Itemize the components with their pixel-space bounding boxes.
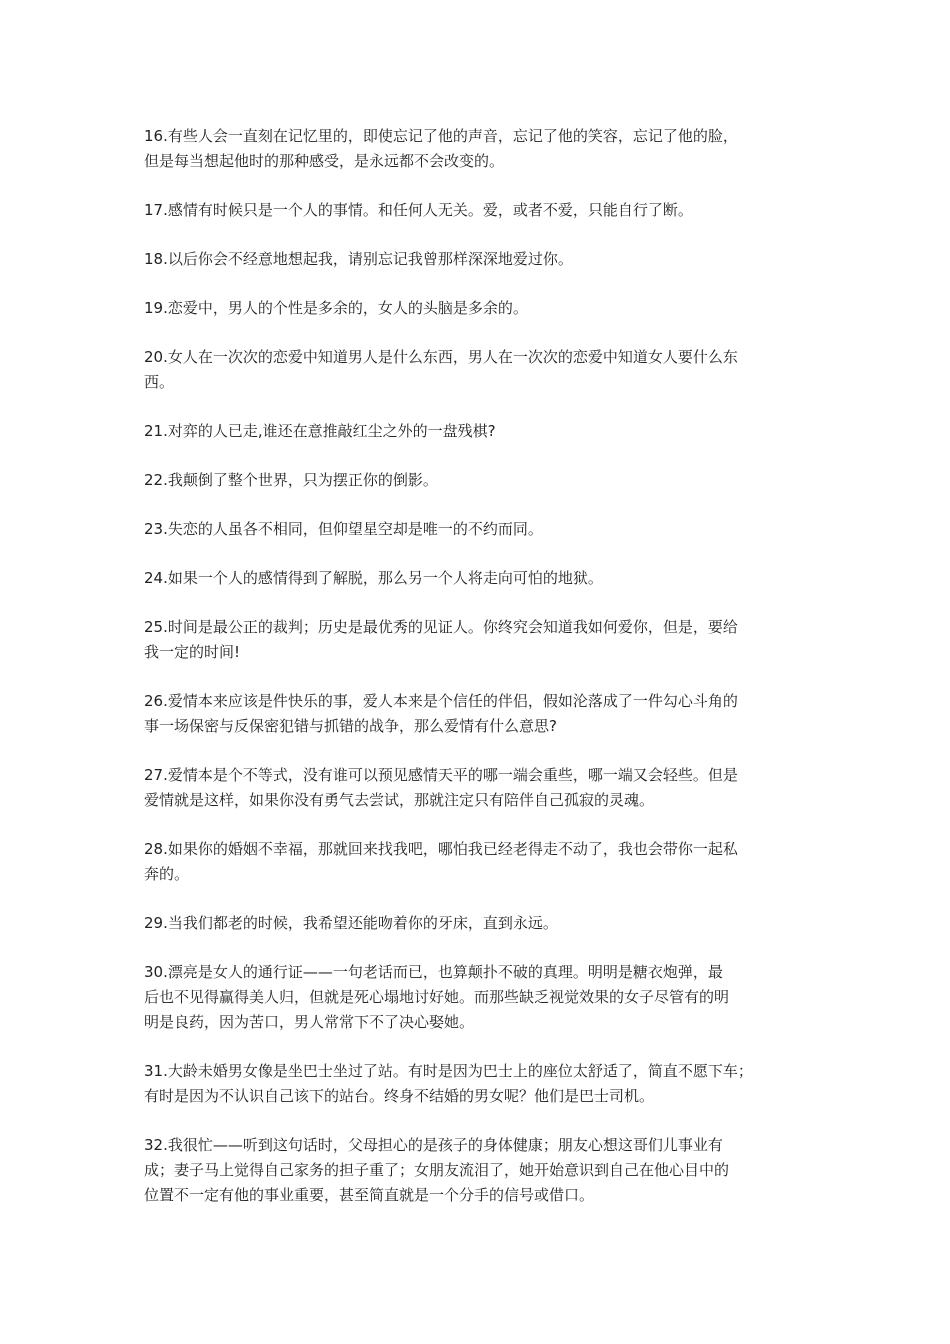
paragraph-line: 22.我颠倒了整个世界，只为摆正你的倒影。 xyxy=(144,471,438,489)
paragraph-27 xyxy=(144,763,816,813)
paragraph-line: 明是良药，因为苦口，男人常常下不了决心娶她。 xyxy=(144,1013,475,1031)
paragraph-line: 西。 xyxy=(144,373,175,391)
paragraph-line: 28.如果你的婚姻不幸福，那就回来找我吧，哪怕我已经老得走不动了，我也会带你一起私 xyxy=(144,840,738,858)
paragraph-line: 32.我很忙——听到这句话时，父母担心的是孩子的身体健康；朋友心想这哥们儿事业有 xyxy=(144,1136,723,1154)
paragraph-22 xyxy=(144,468,816,493)
paragraph-23 xyxy=(144,517,816,542)
paragraph-20 xyxy=(144,345,816,395)
paragraph-line: 事一场保密与反保密犯错与抓错的战争，那么爱情有什么意思? xyxy=(144,717,557,735)
paragraph-line: 成；妻子马上觉得自己家务的担子重了；女朋友流泪了，她开始意识到自己在他心目中的 xyxy=(144,1161,730,1179)
paragraph-29 xyxy=(144,911,816,936)
paragraph-31 xyxy=(144,1059,816,1109)
paragraph-line: 25.时间是最公正的裁判；历史是最优秀的见证人。你终究会知道我如何爱你，但是，要给 xyxy=(144,618,738,636)
paragraph-line: 31.大龄未婚男女像是坐巴士坐过了站。有时是因为巴士上的座位太舒适了，简直不愿下车； xyxy=(144,1062,753,1080)
paragraph-21 xyxy=(144,419,816,444)
paragraph-line: 21.对弈的人已走,谁还在意推敲红尘之外的一盘残棋? xyxy=(144,422,496,440)
paragraph-line: 24.如果一个人的感情得到了解脱，那么另一个人将走向可怕的地狱。 xyxy=(144,569,603,587)
paragraph-line: 23.失恋的人虽各不相同，但仰望星空却是唯一的不约而同。 xyxy=(144,520,543,538)
paragraph-line: 26.爱情本来应该是件快乐的事，爱人本来是个信任的伴侣，假如沦落成了一件勾心斗角的 xyxy=(144,692,738,710)
paragraph-line: 19.恋爱中，男人的个性是多余的，女人的头脑是多余的。 xyxy=(144,299,528,317)
paragraph-30 xyxy=(144,960,816,1035)
paragraph-24 xyxy=(144,566,816,591)
paragraph-26 xyxy=(144,689,816,739)
paragraph-line: 我一定的时间! xyxy=(144,643,241,661)
paragraph-32 xyxy=(144,1133,816,1208)
paragraph-line: 27.爱情本是个不等式，没有谁可以预见感情天平的哪一端会重些，哪一端又会轻些。但是 xyxy=(144,766,738,784)
paragraph-line: 有时是因为不认识自己该下的站台。终身不结婚的男女呢？他们是巴士司机。 xyxy=(144,1087,655,1105)
paragraph-line: 16.有些人会一直刻在记忆里的，即使忘记了他的声音，忘记了他的笑容，忘记了他的脸， xyxy=(144,127,738,145)
paragraph-line: 爱情就是这样，如果你没有勇气去尝试，那就注定只有陪伴自己孤寂的灵魂。 xyxy=(144,791,655,809)
paragraph-line: 30.漂亮是女人的通行证——一句老话而已，也算颠扑不破的真理。明明是糖衣炮弹，最 xyxy=(144,963,723,981)
paragraph-18 xyxy=(144,247,816,272)
paragraph-line: 奔的。 xyxy=(144,865,190,883)
paragraph-16 xyxy=(144,124,816,174)
paragraph-line: 29.当我们都老的时候，我希望还能吻着你的牙床，直到永远。 xyxy=(144,914,558,932)
paragraph-line: 17.感情有时候只是一个人的事情。和任何人无关。爱，或者不爱，只能自行了断。 xyxy=(144,201,693,219)
paragraph-line: 位置不一定有他的事业重要，甚至简直就是一个分手的信号或借口。 xyxy=(144,1186,595,1204)
paragraph-17 xyxy=(144,198,816,223)
paragraph-line: 后也不见得赢得美人归，但就是死心塌地讨好她。而那些缺乏视觉效果的女子尽管有的明 xyxy=(144,988,730,1006)
paragraph-line: 18.以后你会不经意地想起我，请别忘记我曾那样深深地爱过你。 xyxy=(144,250,573,268)
paragraph-28 xyxy=(144,837,816,887)
paragraph-line: 但是每当想起他时的那种感受，是永远都不会改变的。 xyxy=(144,152,505,170)
paragraph-25 xyxy=(144,615,816,665)
document-body xyxy=(144,124,816,1232)
paragraph-line: 20.女人在一次次的恋爱中知道男人是什么东西，男人在一次次的恋爱中知道女人要什么东 xyxy=(144,348,738,366)
paragraph-19 xyxy=(144,296,816,321)
